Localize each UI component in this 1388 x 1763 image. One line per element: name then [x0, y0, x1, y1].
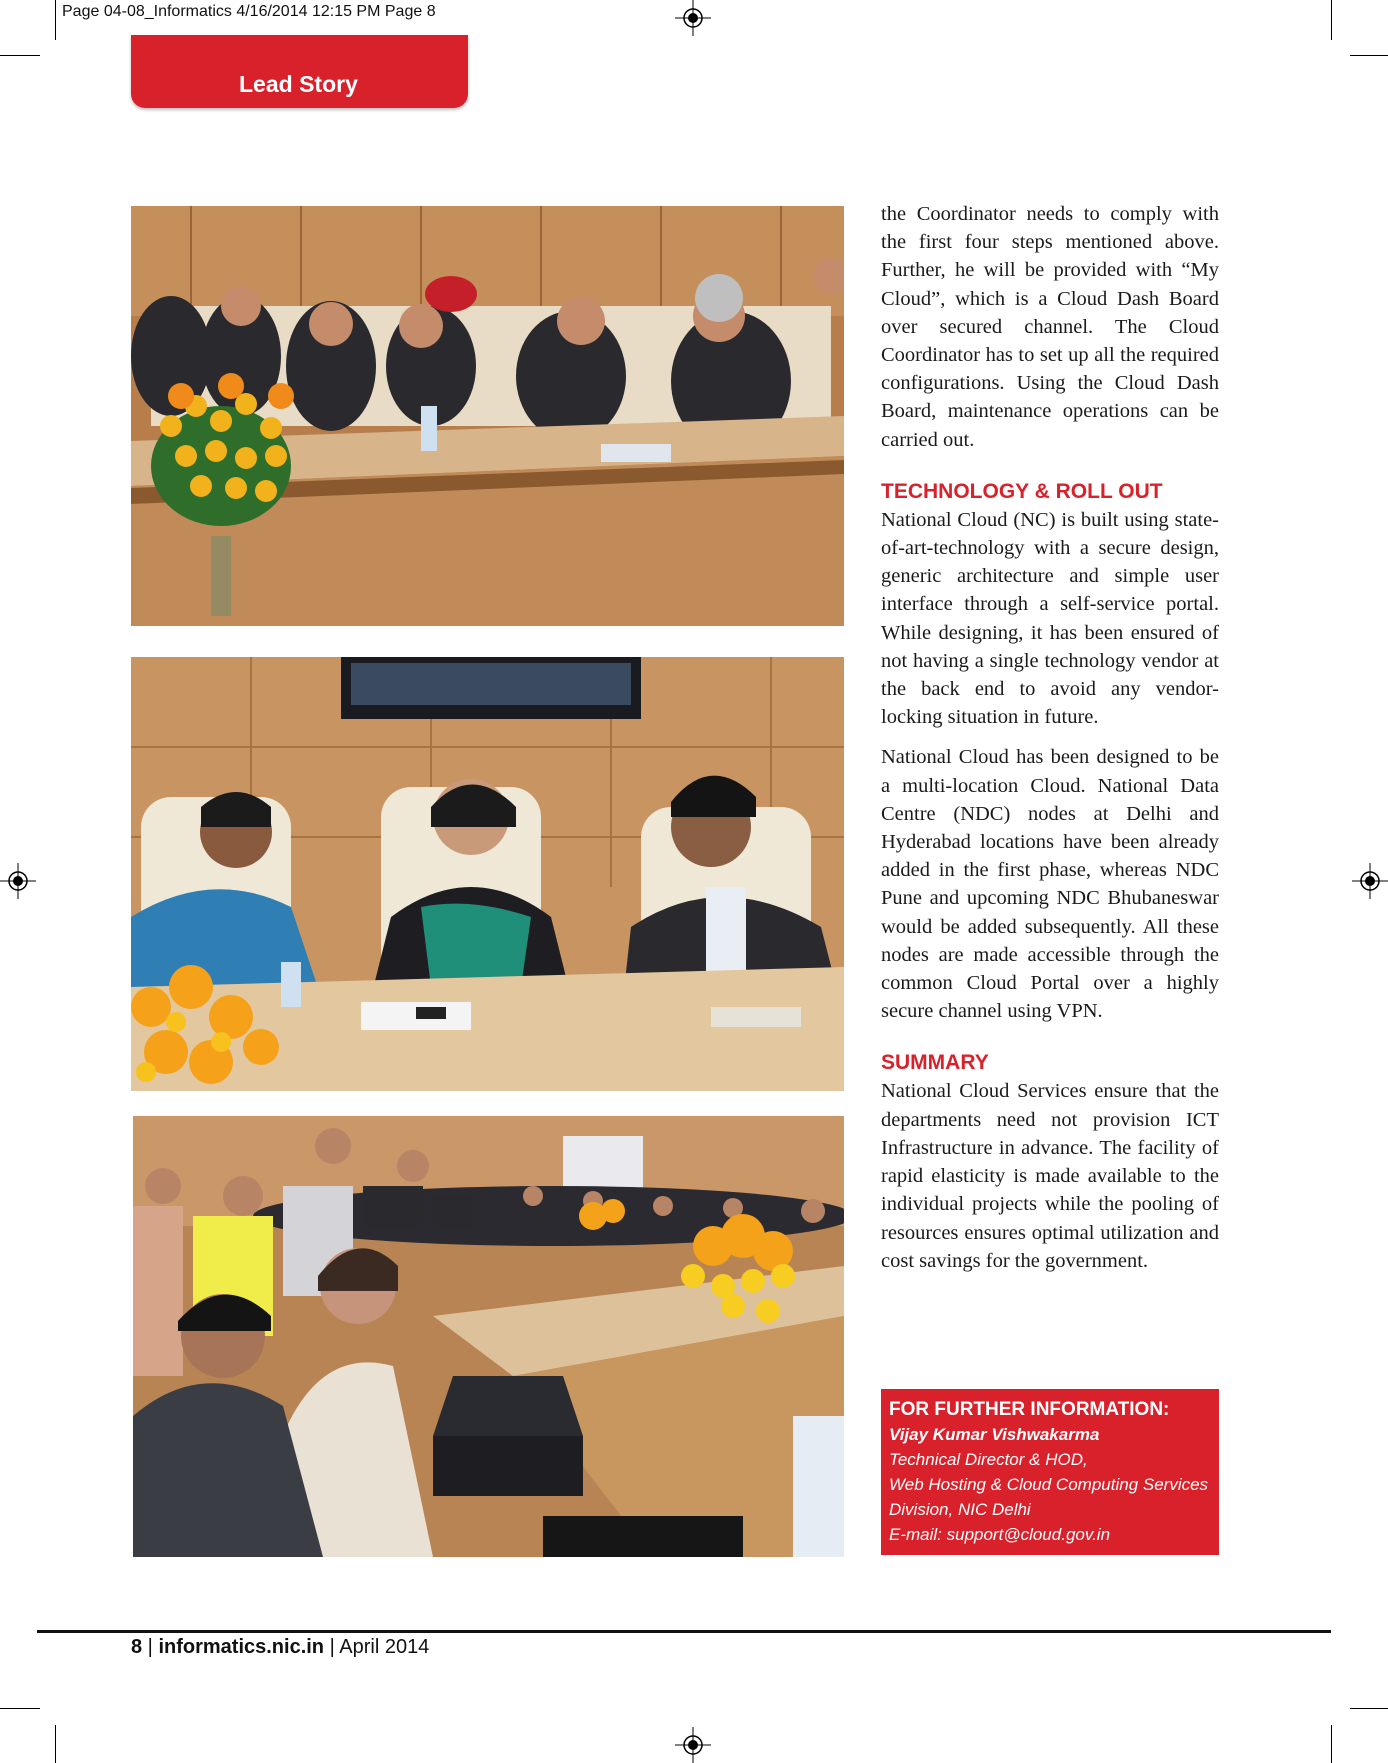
further-information-box [881, 1389, 1219, 1555]
contact-email: E-mail: support@cloud.gov.in [889, 1525, 1111, 1544]
intro-paragraph: the Coordinator needs to comply with the first four steps mentioned above. Further, he will be provided with “My Cloud”, which is a Cloud Dash Board over secured channel. The Cloud Coordinator has to set up all the required configurations. Using the Cloud Dash Board, maintenance operations can be carried out. [881, 203, 1219, 451]
technology-paragraph-2: National Cloud has been designed to be a multi-location Cloud. National Data Centre (NDC) nodes at Delhi and Hyderabad locations have been already added in the first phase, whereas NDC Pune and upcoming NDC Bhubaneswar would be added subsequently. All these nodes are made accessible through the common Cloud Portal over a highly secure channel using VPN. [881, 746, 1219, 1023]
crop-mark [0, 55, 40, 56]
registration-mark-icon [1352, 863, 1388, 899]
issue-date: April 2014 [339, 1636, 430, 1658]
slug-line: Page 04-08_Informatics 4/16/2014 12:15 PM Page 8 [62, 3, 436, 20]
photo-meeting-table [131, 206, 844, 626]
registration-mark-icon [675, 0, 711, 36]
site-name: informatics.nic.in [158, 1636, 325, 1658]
registration-mark-icon [675, 1727, 711, 1763]
contact-division-line-2: Division, NIC Delhi [889, 1500, 1031, 1519]
technology-paragraph-1: National Cloud (NC) is built using state-of-art-technology with a secure design, generic architecture and simple user interface through a self-service portal. While designing, it has been ensured of not having a single technology vendor at the back end to avoid any vendor-locking situation in future. [881, 508, 1219, 729]
info-box-heading: FOR FURTHER INFORMATION: [889, 1399, 1170, 1420]
crop-mark [1331, 0, 1332, 40]
page-footer [131, 1636, 429, 1659]
crop-mark [55, 0, 56, 40]
footer-separator: | [142, 1636, 159, 1658]
contact-division-line-1: Web Hosting & Cloud Computing Services [889, 1475, 1209, 1494]
footer-rule [37, 1630, 1331, 1633]
section-tab-label: Lead Story [239, 71, 358, 97]
section-tab [131, 35, 468, 108]
page-number: 8 [131, 1636, 143, 1658]
crop-mark [55, 1725, 56, 1763]
crop-mark [1331, 1725, 1332, 1763]
crop-mark [0, 1708, 40, 1709]
footer-separator: | [324, 1636, 340, 1658]
technology-heading: TECHNOLOGY & ROLL OUT [881, 479, 1163, 503]
summary-heading: SUMMARY [881, 1051, 989, 1075]
summary-paragraph: National Cloud Services ensure that the departments need not provision ICT Infrastructure in advance. The facility of rapid elasticity is made available to the individual projects while the pooling of resources ensures optimal utilization and cost savings for the government. [881, 1080, 1219, 1272]
contact-title: Technical Director & HOD, [889, 1450, 1088, 1469]
photo-panel-officials [131, 657, 844, 1091]
crop-mark [1350, 55, 1388, 56]
photo-event-hall [133, 1116, 844, 1557]
contact-name: Vijay Kumar Vishwakarma [889, 1425, 1100, 1444]
registration-mark-icon [0, 863, 36, 899]
article-column [881, 200, 1219, 1287]
crop-mark [1350, 1708, 1388, 1709]
